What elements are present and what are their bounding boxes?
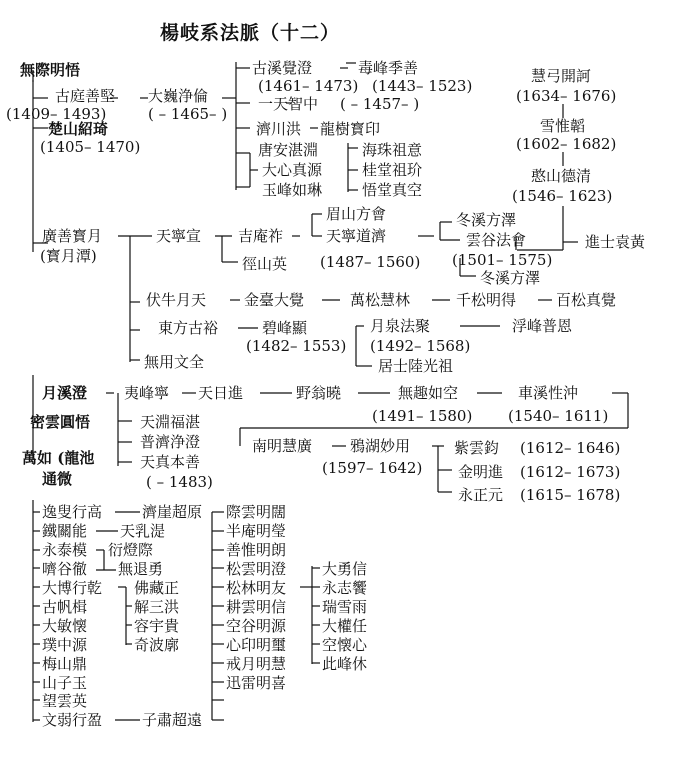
node-tianningdao: 天寧道濟 (326, 227, 387, 245)
node-yufeng: 玉峰如琳 (262, 181, 323, 199)
node-miyun: 密雲圓悟 (30, 413, 91, 431)
node-yongtai: 永泰模 (42, 541, 88, 559)
node-xinyin: 心印明璽 (226, 636, 287, 654)
node-wangyun: 望雲英 (42, 692, 88, 710)
node-daquan: 大權任 (322, 617, 368, 635)
node-yungu: 雲谷法會 (466, 231, 527, 249)
node-jichuan: 濟川洪 (256, 120, 302, 138)
node-yitian: 一天智中 (258, 95, 319, 113)
node-chushan-dates: (1405– 1470) (40, 138, 141, 156)
node-wuqu: 無趣如空 (398, 384, 459, 402)
node-wutang: 悟堂真空 (362, 181, 423, 199)
node-damin: 大敏懐 (42, 617, 88, 635)
node-tianningdao-dates: (1487– 1560) (320, 253, 421, 271)
node-dawei: 大巍浄倫 (148, 87, 209, 105)
node-tianru: 天乳湜 (120, 522, 166, 540)
node-yuequan-dates: (1492– 1568) (370, 337, 471, 355)
node-qiansong: 千松明得 (456, 291, 517, 309)
node-dongxi-2: 冬溪方澤 (480, 269, 541, 287)
node-meishanding: 梅山鼎 (42, 655, 88, 673)
node-haizhu: 海珠祖意 (362, 141, 423, 159)
node-jinming: 金明進 (458, 463, 504, 481)
node-zhegu: 嚌谷徹 (42, 560, 88, 578)
node-yuexi: 月溪澄 (42, 384, 88, 402)
node-fufeng: 浮峰普恩 (512, 317, 573, 335)
node-yongzhi: 永志饗 (322, 579, 368, 597)
node-wenruo: 文弱行盈 (42, 711, 103, 729)
node-daxin: 大心真源 (262, 161, 323, 179)
node-zisu: 子肅超遠 (142, 711, 203, 729)
node-tianzhen: 天真本善 (140, 453, 201, 471)
node-longshu: 龍樹寳印 (320, 120, 381, 138)
node-wansong: 萬松慧林 (350, 291, 411, 309)
node-guxi: 古溪覺澄 (252, 59, 313, 77)
node-huigong-dates: (1634– 1676) (516, 87, 617, 105)
node-guting: 古庭善堅 (55, 87, 116, 105)
node-xuewei: 雪惟韜 (540, 117, 586, 135)
node-konghuai: 空懐心 (322, 636, 368, 654)
node-tongwei: 通微 (42, 470, 73, 488)
node-nanming: 南明慧廣 (252, 437, 313, 455)
node-ruixue: 瑞雪雨 (322, 598, 368, 616)
node-jiyan: 吉庵祚 (238, 227, 284, 245)
node-guxi-dates: (1461– 1473) (258, 77, 359, 95)
node-tieguan: 鐵關能 (42, 522, 88, 540)
node-dabo: 大博行乾 (42, 579, 103, 597)
node-funiu: 伏牛月天 (146, 291, 207, 309)
node-shanwei: 善惟明朗 (226, 541, 287, 559)
node-wanru: 萬如 (龍池 (22, 449, 95, 467)
node-yisou: 逸叟行高 (42, 503, 103, 521)
node-wuqu-dates: (1491– 1580) (372, 407, 473, 425)
node-puji: 普濟浄澄 (140, 433, 201, 451)
node-jingshan: 徑山英 (242, 255, 288, 273)
node-yuequan: 月泉法聚 (370, 317, 431, 335)
node-chushan: 楚山紹琦 (48, 120, 109, 138)
node-dawei-dates: ( – 1465– ) (148, 105, 228, 123)
node-jinming-dates: (1612– 1673) (520, 463, 621, 481)
node-jiyun: 際雲明闊 (226, 503, 287, 521)
node-dongfang: 東方古裕 (158, 319, 219, 337)
node-tianning: 天寧宣 (156, 227, 202, 245)
node-shanziyu: 山子玉 (42, 674, 88, 692)
node-huigong: 慧弓開訶 (531, 67, 592, 85)
node-songyun: 松雲明澄 (226, 560, 287, 578)
node-wuyong: 無用文全 (144, 353, 205, 371)
node-ziyun: 紫雲鈞 (454, 439, 500, 457)
node-bifeng: 碧峰顯 (262, 319, 308, 337)
node-wuji: 無際明悟 (20, 61, 81, 79)
node-pu: 璞中源 (42, 636, 88, 654)
node-qibo: 奇波廓 (134, 636, 180, 654)
node-yuetan: (寳月潭) (40, 247, 97, 265)
node-chexi: 車溪性沖 (518, 384, 579, 402)
node-jieyue: 戒月明慧 (226, 655, 287, 673)
node-guting-dates: (1409– 1493) (6, 105, 107, 123)
node-wutui: 無退勇 (118, 560, 164, 578)
node-yongzheng-dates: (1615– 1678) (520, 486, 621, 504)
node-yeweng: 野翁曉 (296, 384, 342, 402)
node-dufeng: 毒峰季善 (358, 59, 419, 77)
node-yandeng: 衍燈際 (108, 541, 154, 559)
node-guitang: 桂堂祖玠 (362, 161, 423, 179)
node-meishan: 眉山方會 (326, 205, 387, 223)
node-guangshan: 廣善寳月 (42, 227, 103, 245)
node-gufan: 古帆楫 (42, 598, 88, 616)
node-xuewei-dates: (1602– 1682) (516, 135, 617, 153)
node-xianghu-dates: (1597– 1642) (322, 459, 423, 477)
node-hanshan-dates: (1546– 1623) (512, 187, 613, 205)
node-baisong: 百松真覺 (556, 291, 617, 309)
node-banan: 半庵明瑩 (226, 522, 287, 540)
chart-title: 楊岐系法脈（十二） (160, 22, 341, 44)
node-jiesan: 解三洪 (134, 598, 180, 616)
node-xianghu: 鴉湖妙用 (350, 437, 411, 455)
node-tianzhen-dates: ( – 1483) (146, 473, 213, 491)
node-cifeng: 此峰休 (322, 655, 368, 673)
node-gengyun: 耕雲明信 (226, 598, 287, 616)
node-dufeng-dates: (1443– 1523) (372, 77, 473, 95)
node-jiya: 濟崖超原 (142, 503, 203, 521)
node-hanshan: 憨山德清 (531, 167, 592, 185)
node-jushi: 居士陸光祖 (378, 357, 454, 375)
node-jinshi: 進士袁黃 (585, 233, 646, 251)
node-yifeng: 夷峰寧 (124, 384, 170, 402)
node-ziyun-dates: (1612– 1646) (520, 439, 621, 457)
node-tianyuan: 天淵福湛 (140, 413, 201, 431)
node-bifeng-dates: (1482– 1553) (246, 337, 347, 355)
node-tianri: 天日進 (198, 384, 244, 402)
node-tangan: 唐安湛淵 (258, 141, 319, 159)
node-yitian-dates: ( – 1457– ) (340, 95, 420, 113)
node-yungu-dates: (1501– 1575) (452, 251, 553, 269)
node-konggu: 空谷明源 (226, 617, 287, 635)
node-fozang: 佛藏正 (134, 579, 180, 597)
node-jintai: 金臺大覺 (244, 291, 305, 309)
node-xunlei: 迅雷明喜 (226, 674, 287, 692)
node-dayong: 大勇信 (322, 560, 368, 578)
node-chexi-dates: (1540– 1611) (508, 407, 609, 425)
node-yongzheng: 永正元 (458, 486, 504, 504)
node-songlin: 松林明友 (226, 579, 287, 597)
node-rongyu: 容宇貴 (134, 617, 180, 635)
node-dongxi-1: 冬溪方澤 (456, 211, 517, 229)
